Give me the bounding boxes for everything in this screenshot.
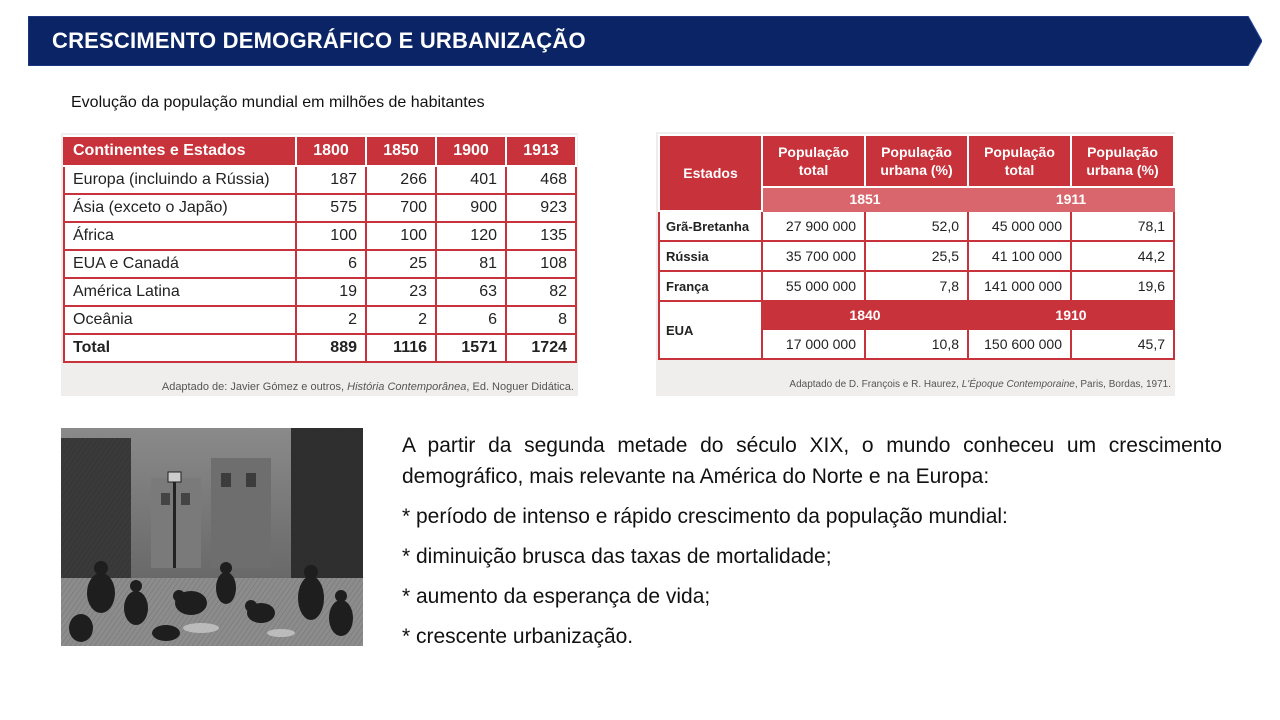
engraving-slum-scene-icon — [61, 428, 363, 646]
table-cell: 25 — [366, 250, 436, 278]
table-cell: 1116 — [366, 334, 436, 362]
table-cell: 52,0 — [865, 211, 968, 241]
header-cell: População total — [762, 135, 865, 187]
table-cell: 6 — [296, 250, 366, 278]
table-row — [64, 166, 576, 194]
page-title: CRESCIMENTO DEMOGRÁFICO E URBANIZAÇÃO — [52, 28, 586, 53]
source-text: , Paris, Bordas, 1971. — [1074, 379, 1171, 390]
table-cell: 923 — [506, 194, 576, 222]
row-label: EUA e Canadá — [64, 250, 296, 278]
table-cell: 78,1 — [1071, 211, 1174, 241]
table-cell: 135 — [506, 222, 576, 250]
table-cell: 141 000 000 — [968, 271, 1071, 301]
table-cell: 108 — [506, 250, 576, 278]
table-header-row — [659, 135, 1174, 187]
table-source — [656, 379, 1171, 390]
table-cell: 889 — [296, 334, 366, 362]
bullet-item: * diminuição brusca das taxas de mortalidade; — [402, 545, 832, 568]
table-cell: 45,7 — [1071, 329, 1174, 359]
table-cell: 1724 — [506, 334, 576, 362]
table-cell: 82 — [506, 278, 576, 306]
table-cell: 700 — [366, 194, 436, 222]
row-label: África — [64, 222, 296, 250]
table-cell: 120 — [436, 222, 506, 250]
title-banner — [28, 16, 1262, 66]
year-cell: 1840 — [762, 301, 968, 329]
table-row — [659, 241, 1174, 271]
table-cell: 575 — [296, 194, 366, 222]
table-row — [659, 271, 1174, 301]
table-cell: 41 100 000 — [968, 241, 1071, 271]
table-caption: Evolução da população mundial em milhões de habitantes — [71, 94, 485, 111]
year-row — [659, 301, 1174, 329]
year-cell: 1910 — [968, 301, 1174, 329]
table-cell: 6 — [436, 306, 506, 334]
table-row — [64, 306, 576, 334]
header-cell: População urbana (%) — [1071, 135, 1174, 187]
table-cell: 100 — [366, 222, 436, 250]
row-label: França — [659, 271, 762, 301]
source-title: História Contemporânea — [347, 381, 467, 393]
table-cell: 55 000 000 — [762, 271, 865, 301]
table-cell: 468 — [506, 166, 576, 194]
row-label: Rússia — [659, 241, 762, 271]
table-cell: 35 700 000 — [762, 241, 865, 271]
table-cell: 44,2 — [1071, 241, 1174, 271]
table-cell: 17 000 000 — [762, 329, 865, 359]
header-cell: 1900 — [436, 136, 506, 166]
row-label: Grã-Bretanha — [659, 211, 762, 241]
table-cell: 81 — [436, 250, 506, 278]
row-label: Europa (incluindo a Rússia) — [64, 166, 296, 194]
header-cell: Estados — [659, 135, 762, 211]
urbanization-table — [658, 134, 1175, 360]
header-cell: 1913 — [506, 136, 576, 166]
intro-paragraph: A partir da segunda metade do século XIX, o mundo conheceu um crescimento demográfico, mais relevante na América do Norte e na Europa: — [402, 434, 1222, 488]
population-table — [63, 135, 577, 363]
table-row — [64, 222, 576, 250]
source-text: Adaptado de D. François e R. Haurez, — [789, 379, 962, 390]
engraving-image — [61, 428, 363, 646]
table-cell: 7,8 — [865, 271, 968, 301]
table-row — [659, 211, 1174, 241]
bullet-item: * aumento da esperança de vida; — [402, 585, 711, 608]
table-cell: 25,5 — [865, 241, 968, 271]
table-row — [64, 278, 576, 306]
urbanization-table-container — [656, 132, 1175, 396]
table-cell: 19,6 — [1071, 271, 1174, 301]
table-cell: 10,8 — [865, 329, 968, 359]
table-cell: 150 600 000 — [968, 329, 1071, 359]
header-cell: 1850 — [366, 136, 436, 166]
year-cell: 1851 — [762, 187, 968, 211]
table-cell: 900 — [436, 194, 506, 222]
table-cell: 19 — [296, 278, 366, 306]
table-cell: 1571 — [436, 334, 506, 362]
table-cell: 63 — [436, 278, 506, 306]
source-text: , Ed. Noguer Didática. — [466, 381, 574, 393]
row-label: Total — [64, 334, 296, 362]
table-cell: 27 900 000 — [762, 211, 865, 241]
table-cell: 45 000 000 — [968, 211, 1071, 241]
table-row — [64, 250, 576, 278]
row-label: Ásia (exceto o Japão) — [64, 194, 296, 222]
population-table-container — [61, 133, 578, 396]
source-title: L'Époque Contemporaine — [961, 379, 1075, 390]
header-cell: 1800 — [296, 136, 366, 166]
body-text — [402, 430, 1222, 661]
table-total-row — [64, 334, 576, 362]
row-label: América Latina — [64, 278, 296, 306]
table-cell: 8 — [506, 306, 576, 334]
table-cell: 23 — [366, 278, 436, 306]
table-cell: 2 — [296, 306, 366, 334]
table-row — [64, 194, 576, 222]
table-source — [61, 381, 574, 393]
year-cell: 1911 — [968, 187, 1174, 211]
table-cell: 266 — [366, 166, 436, 194]
bullet-item: * crescente urbanização. — [402, 625, 634, 648]
table-cell: 100 — [296, 222, 366, 250]
table-cell: 401 — [436, 166, 506, 194]
header-cell: População total — [968, 135, 1071, 187]
header-cell: População urbana (%) — [865, 135, 968, 187]
bullet-item: * período de intenso e rápido crescimento da população mundial: — [402, 505, 1008, 528]
row-label: Oceânia — [64, 306, 296, 334]
source-text: Adaptado de: Javier Gómez e outros, — [161, 381, 348, 393]
table-header-row — [64, 136, 576, 166]
header-cell: Continentes e Estados — [64, 136, 296, 166]
table-cell: 2 — [366, 306, 436, 334]
row-label: EUA — [659, 301, 762, 359]
table-cell: 187 — [296, 166, 366, 194]
